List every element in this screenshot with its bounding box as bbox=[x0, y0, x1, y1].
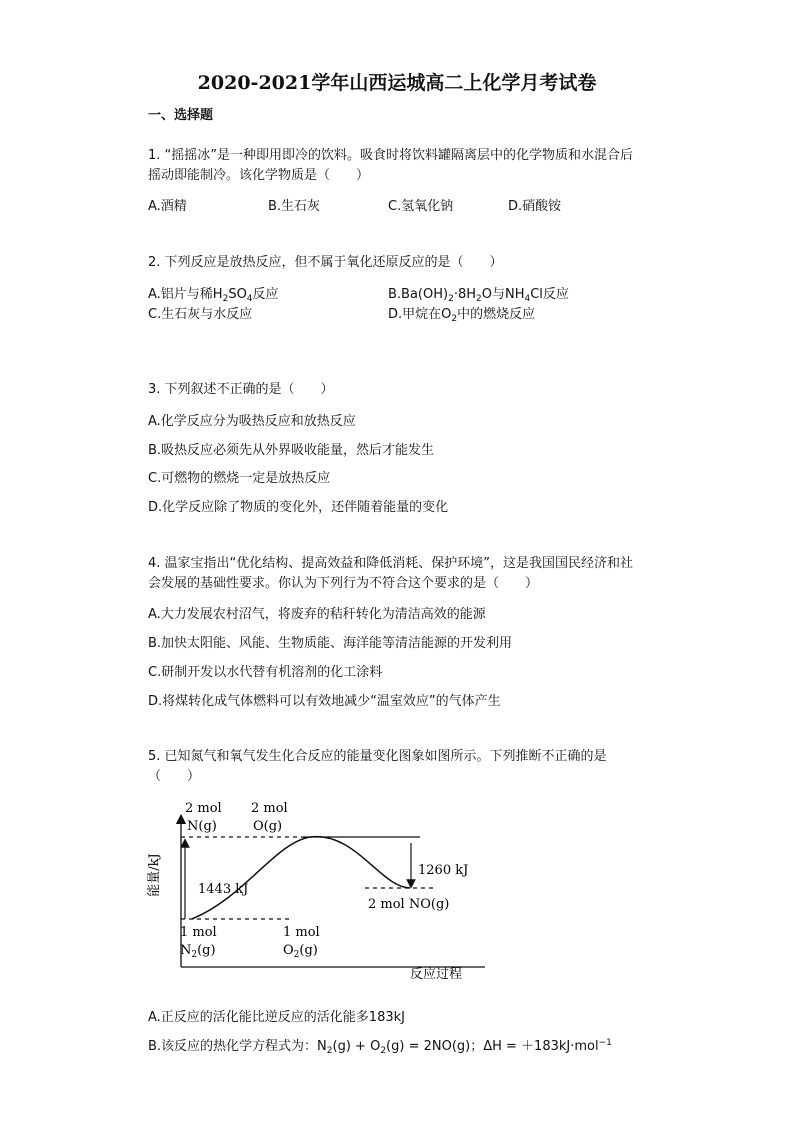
q2-option-a: A.铝片与稀$H_2SO_4$反应 bbox=[148, 287, 279, 304]
x-axis-label: 反应过程 bbox=[410, 967, 463, 982]
q4-option-c: C.研制开发以水代替有机溶剂的化工涂料 bbox=[148, 665, 383, 680]
q4-option-b: B.加快太阳能、风能、生物质能、海洋能等清洁能源的开发利用 bbox=[148, 636, 513, 651]
q3-option-a: A.化学反应分为吸热反应和放热反应 bbox=[148, 414, 356, 429]
q1-option-a: A.酒精 bbox=[148, 199, 187, 214]
q2-option-d: D.甲烷在$O_2$中的燃烧反应 bbox=[388, 307, 536, 324]
label-fall: 1260 kJ bbox=[418, 863, 469, 878]
label-product: 2 mol NO(g) bbox=[368, 897, 450, 912]
q2-stem: 2. 下列反应是放热反应，但不属于氧化还原反应的是（ ） bbox=[148, 255, 503, 270]
label-top-o-species: O(g) bbox=[253, 819, 283, 834]
q5-stem-line1: 5. 已知氮气和氧气发生化合反应的能量变化图象如图所示。下列推断不正确的是 bbox=[148, 749, 607, 764]
q5-option-a: A.正反应的活化能比逆反应的活化能多183kJ bbox=[148, 1010, 405, 1025]
q1-option-b: B.生石灰 bbox=[268, 199, 321, 214]
label-n2-species: $N_2(g)$ bbox=[180, 943, 216, 960]
q1-option-c: C.氢氧化钠 bbox=[388, 199, 454, 214]
q5-option-b: B.该反应的热化学方程式为：$N_2(g) + O_2(g) = 2NO(g)$；ΔH = ＋183kJ·mol$^{-1}$ bbox=[148, 1038, 612, 1056]
q4-stem-line1: 4. 温家宝指出“优化结构、提高效益和降低消耗、保护环境”，这是我国国民经济和社 bbox=[148, 556, 634, 571]
q4-stem-line2: 会发展的基础性要求。你认为下列行为不符合这个要求的是（ ） bbox=[148, 576, 539, 591]
q1-option-d: D.硝酸铵 bbox=[508, 199, 562, 214]
y-axis-label: 能量/kJ bbox=[147, 853, 162, 897]
q4-option-d: D.将煤转化成气体燃料可以有效地减少“温室效应”的气体产生 bbox=[148, 694, 501, 709]
section-heading: 一、选择题 bbox=[148, 108, 214, 123]
q5-stem-line2: （ ） bbox=[148, 769, 201, 784]
label-top-n-species: N(g) bbox=[187, 819, 217, 834]
label-top-n-amount: 2 mol bbox=[185, 801, 222, 816]
page-title: 2020-2021学年山西运城高二上化学月考试卷 bbox=[197, 72, 597, 94]
q2-option-c: C.生石灰与水反应 bbox=[148, 307, 253, 322]
q1-stem-line1: 1. “摇摇冰”是一种即用即冷的饮料。吸食时将饮料罐隔离层中的化学物质和水混合后 bbox=[148, 148, 634, 163]
q3-option-c: C.可燃物的燃烧一定是放热反应 bbox=[148, 471, 331, 486]
label-n2-amount: 1 mol bbox=[180, 925, 217, 940]
q2-option-b: $B.Ba(OH)_2\cdot 8H_2O$与$NH_4Cl$反应 bbox=[388, 287, 569, 304]
q1-stem-line2: 摇动即能制冷。该化学物质是（ ） bbox=[148, 168, 370, 183]
label-o2-species: $O_2(g)$ bbox=[283, 943, 318, 960]
q3-option-b: B.吸热反应必须先从外界吸收能量，然后才能发生 bbox=[148, 443, 435, 458]
energy-diagram bbox=[140, 795, 510, 985]
label-o2-amount: 1 mol bbox=[283, 925, 320, 940]
q4-option-a: A.大力发展农村沼气，将废弃的秸秆转化为清洁高效的能源 bbox=[148, 607, 486, 622]
q3-stem: 3. 下列叙述不正确的是（ ） bbox=[148, 382, 334, 397]
q3-option-d: D.化学反应除了物质的变化外，还伴随着能量的变化 bbox=[148, 500, 449, 515]
label-top-o-amount: 2 mol bbox=[251, 801, 288, 816]
label-rise: 1443 kJ bbox=[198, 882, 249, 897]
